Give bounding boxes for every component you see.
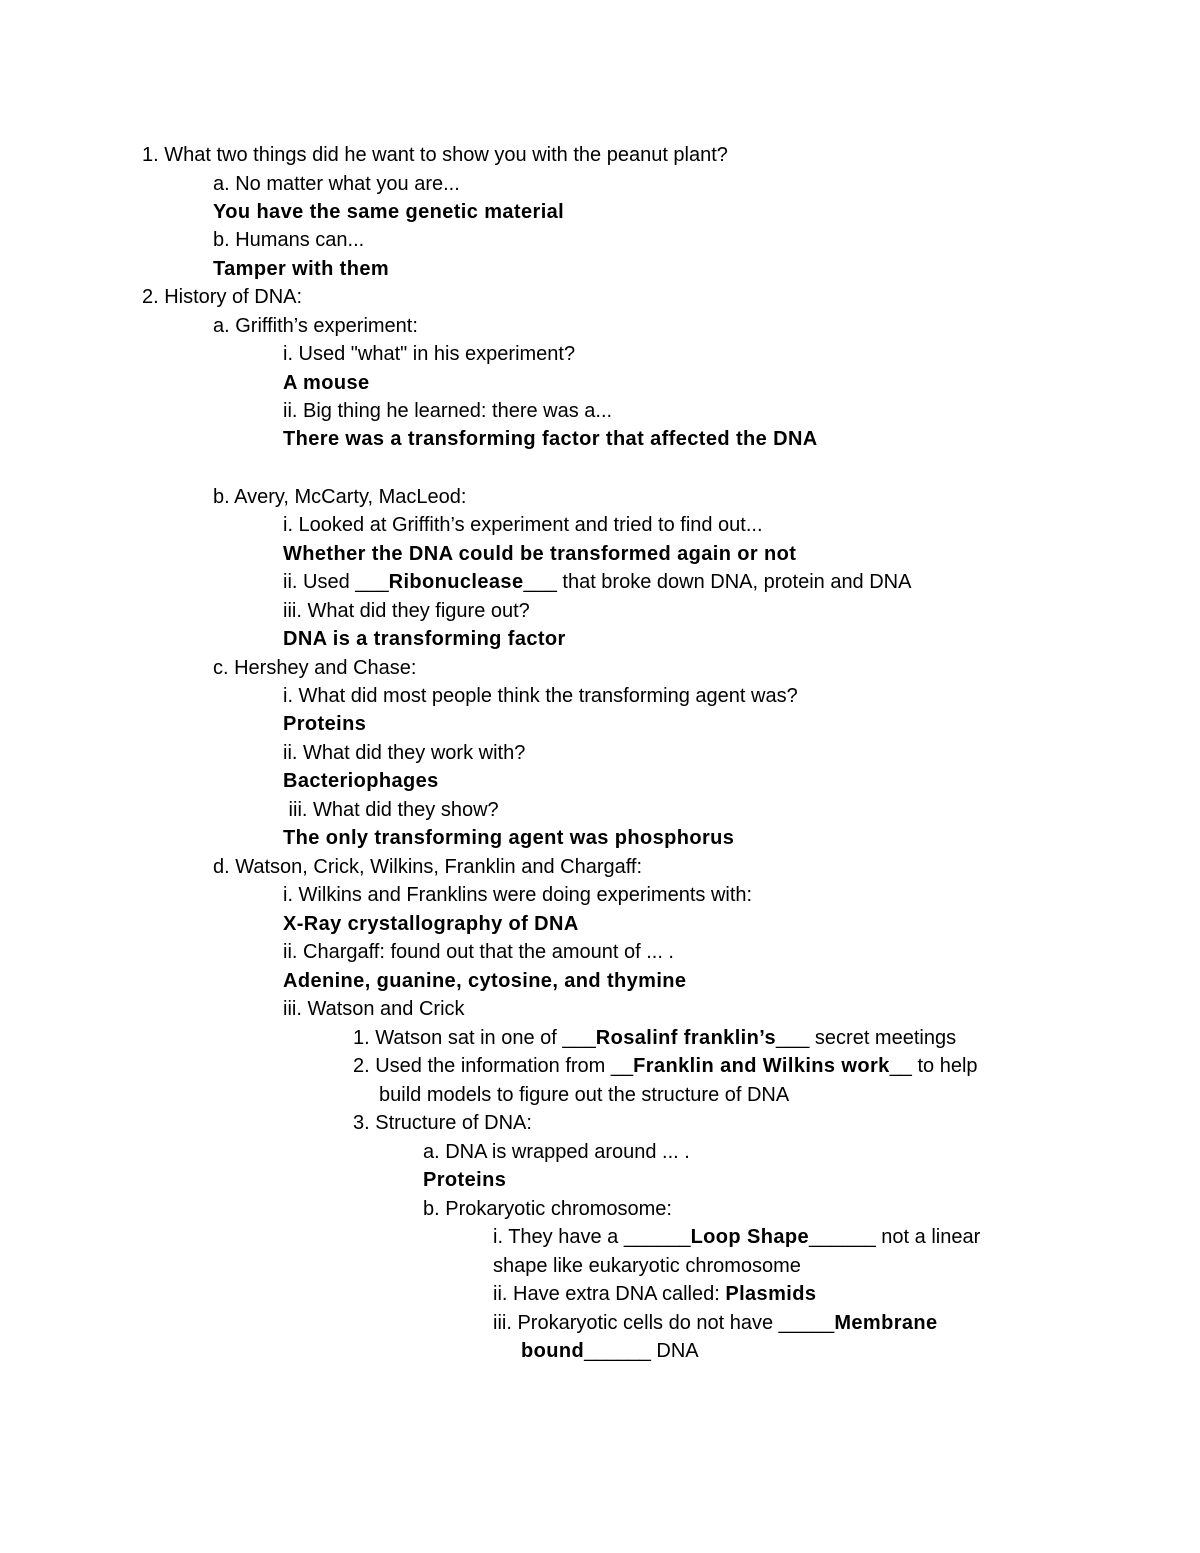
q2-d-3b-i-cont: shape like eukaryotic chromosome	[493, 1255, 801, 1277]
q2-c-ii-prompt: ii. What did they work with?	[283, 742, 526, 764]
q2-d-2-post: __ to help	[889, 1055, 978, 1077]
question-1: 1. What two things did he want to show you with the peanut plant?	[142, 144, 728, 166]
q2-d-item-2-cont: build models to figure out the structure of DNA	[379, 1084, 790, 1106]
q2-b-i-answer: Whether the DNA could be transformed again or not	[283, 543, 797, 565]
q2-c-i-answer: Proteins	[283, 713, 367, 735]
q2-b-iii-answer: DNA is a transforming factor	[283, 628, 566, 650]
q2-b-ii-pre: ii. Used ___	[283, 571, 389, 593]
q2-d-3b-i-blank: Loop Shape	[690, 1226, 810, 1248]
q2-c-i-prompt: i. What did most people think the transforming agent was?	[283, 685, 798, 707]
q2-c-iii-answer: The only transforming agent was phosphorus	[283, 827, 735, 849]
q2-d-3b-iii-pre: iii. Prokaryotic cells do not have _____	[493, 1312, 835, 1334]
q2-d-2-blank: Franklin and Wilkins work	[633, 1055, 890, 1077]
q2-d-item-1	[353, 1024, 956, 1052]
q2-d-item-2	[353, 1052, 978, 1080]
q2-d-2-pre: 2. Used the information from __	[353, 1055, 634, 1077]
q2-d-ii-answer: Adenine, guanine, cytosine, and thymine	[283, 970, 687, 992]
question-2: 2. History of DNA:	[142, 286, 303, 308]
q2-c-ii-answer: Bacteriophages	[283, 770, 439, 792]
q2-d-3b-iii-cont	[521, 1337, 699, 1365]
q1-b-answer: Tamper with them	[213, 258, 390, 280]
q2-d-3b-iii-cont-post: ______ DNA	[584, 1340, 699, 1362]
q2-a-i-answer: A mouse	[283, 372, 370, 394]
q2-d-3b-i-pre: i. They have a ______	[493, 1226, 691, 1248]
q2-d-3b-i	[493, 1223, 980, 1251]
q2-a-ii-prompt: ii. Big thing he learned: there was a...	[283, 400, 613, 422]
q2-b-ii-line	[283, 568, 911, 596]
q2-d-3b-iii	[493, 1309, 938, 1337]
q2-d-i-prompt: i. Wilkins and Franklins were doing experiments with:	[283, 884, 753, 906]
q2-b-title: b. Avery, McCarty, MacLeod:	[213, 486, 467, 508]
q2-d-3a-answer: Proteins	[423, 1169, 507, 1191]
q2-d-title: d. Watson, Crick, Wilkins, Franklin and Chargaff:	[213, 856, 643, 878]
q2-a-i-prompt: i. Used "what" in his experiment?	[283, 343, 576, 365]
q2-d-1-pre: 1. Watson sat in one of ___	[353, 1027, 596, 1049]
q2-d-item-3: 3. Structure of DNA:	[353, 1112, 532, 1134]
q2-d-1-blank: Rosalinf franklin’s	[595, 1027, 776, 1049]
q2-d-3a-prompt: a. DNA is wrapped around ... .	[423, 1141, 690, 1163]
q2-b-i-prompt: i. Looked at Griffith’s experiment and tried to find out...	[283, 514, 763, 536]
q2-d-3b-ii	[493, 1280, 816, 1308]
q2-d-3b-ii-answer: Plasmids	[725, 1283, 817, 1305]
q2-d-1-post: ___ secret meetings	[775, 1027, 957, 1049]
q2-a-ii-answer: There was a transforming factor that affected the DNA	[283, 428, 818, 450]
q2-b-iii-prompt: iii. What did they figure out?	[283, 600, 530, 622]
q1-b-prompt: b. Humans can...	[213, 229, 365, 251]
q2-b-ii-post: ___ that broke down DNA, protein and DNA	[523, 571, 912, 593]
q2-d-i-answer: X-Ray crystallography of DNA	[283, 913, 579, 935]
q2-b-ii-blank: Ribonuclease	[388, 571, 524, 593]
q2-a-title: a. Griffith’s experiment:	[213, 315, 418, 337]
q2-d-3b-ii-pre: ii. Have extra DNA called:	[493, 1283, 726, 1305]
q2-d-ii-prompt: ii. Chargaff: found out that the amount of ... .	[283, 941, 674, 963]
q2-d-3b-i-post: ______ not a linear	[809, 1226, 981, 1248]
q2-d-iii-prompt: iii. Watson and Crick	[283, 998, 465, 1020]
q2-d-3b-iii-cont-blank: bound	[521, 1340, 585, 1362]
q2-d-3b-iii-blank: Membrane	[834, 1312, 938, 1334]
q2-d-3b-title: b. Prokaryotic chromosome:	[423, 1198, 672, 1220]
q2-c-title: c. Hershey and Chase:	[213, 657, 417, 679]
q2-c-iii-prompt: iii. What did they show?	[283, 799, 499, 821]
q1-a-prompt: a. No matter what you are...	[213, 173, 460, 195]
q1-a-answer: You have the same genetic material	[213, 201, 565, 223]
